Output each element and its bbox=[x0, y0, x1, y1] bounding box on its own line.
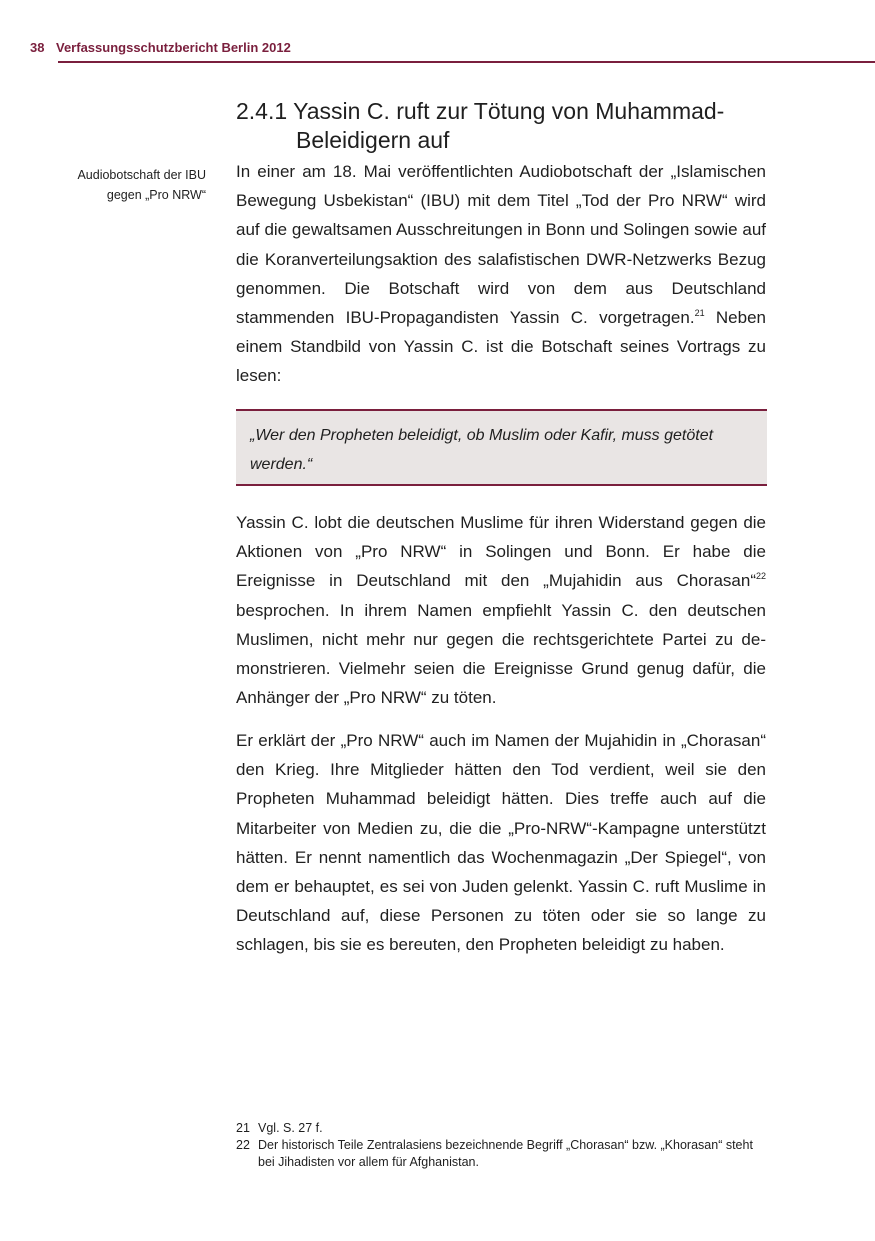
body-paragraph bbox=[236, 157, 766, 391]
footnote bbox=[236, 1120, 756, 1137]
paragraph-text: Neben einem Standbild von Yassin C. ist die Botschaft seines Vortrags zu lesen: bbox=[236, 308, 766, 386]
heading-line: Beleidigern auf bbox=[296, 127, 450, 153]
heading-line: 2.4.1 Yassin C. ruft zur Tötung von Muhammad- bbox=[236, 98, 725, 124]
body-paragraph bbox=[236, 508, 766, 712]
margin-note bbox=[40, 165, 206, 205]
paragraph-text: besprochen. In ihrem Namen empfiehlt Yassin C. den deutschen Muslimen, nicht mehr nur gegen die rechtsgerichtete Partei zu demonstrieren. Vielmehr seien die Ereignisse Grund genug dafür, die Anhänger der „Pro NRW“ zu töten. bbox=[236, 600, 766, 708]
footnotes bbox=[236, 1120, 756, 1171]
footnote-ref[interactable]: 21 bbox=[694, 308, 705, 319]
footnote bbox=[236, 1137, 756, 1171]
margin-note-line: gegen „Pro NRW“ bbox=[106, 188, 206, 202]
footnote-text: Vgl. S. 27 f. bbox=[258, 1121, 323, 1135]
header-rule bbox=[58, 61, 875, 63]
footnote-number: 21 bbox=[236, 1121, 250, 1135]
paragraph-text: In einer am 18. Mai veröffentlichten Audiobotschaft der „Islamischen Bewegung Usbekistan“ (IBU) mit dem Titel „Tod der Pro NRW“ wird auf die gewaltsamen Ausschreitungen in Bonn und Solingen sowie auf die Koranverteilungsaktion des salafistischen DWR-Netzwerks Bezug genommen. Die Botschaft wird von dem aus Deutschland stammenden IBU-Propagandisten Yassin C. vorgetragen. bbox=[236, 162, 766, 328]
paragraph-text: Er erklärt der „Pro NRW“ auch im Namen der Mujahidin in „Chorasan“ den Krieg. Ihre Mitglieder hätten den Tod verdient, weil sie den Propheten Muhammad beleidigt hätten. Dies treffe auch auf die Mitarbeiter von Medien zu, die die „Pro-NRW“-Kampagne unterstützt hätten. Er nennt namentlich das Wochenmagazin „Der Spiegel“, von dem er behauptet, es sei von Juden gelenkt. Yassin C. ruft Muslime in Deutschland auf, diese Personen zu töten oder sie so lange zu schlagen, bis sie es bereuten, den Propheten beleidigt zu haben. bbox=[236, 731, 766, 955]
section-heading bbox=[236, 97, 776, 155]
body-paragraph bbox=[236, 726, 766, 960]
paragraph-text: Yassin C. lobt die deutschen Muslime für ihren Widerstand gegen die Aktionen von „Pro NRW“ in Solingen und Bonn. Er habe die Ereignisse in Deutschland mit den „Mujahidin aus Chorasan“ bbox=[236, 513, 766, 591]
report-title: Verfassungsschutzbericht Berlin 2012 bbox=[56, 40, 291, 55]
footnote-text: Der historisch Teile Zentralasiens bezeichnende Begriff „Chorasan“ bzw. „Khorasan“ steht bei Jihadisten vor allem für Afghanistan. bbox=[258, 1138, 753, 1169]
quote-box bbox=[236, 409, 767, 486]
quote-text: „Wer den Propheten beleidigt, ob Muslim oder Kafir, muss getötet werden.“ bbox=[250, 427, 714, 473]
page-number: 38 bbox=[30, 40, 45, 55]
running-header bbox=[30, 40, 875, 55]
footnote-ref[interactable]: 22 bbox=[755, 571, 766, 582]
margin-note-line: Audiobotschaft der IBU bbox=[77, 168, 206, 182]
footnote-number: 22 bbox=[236, 1138, 250, 1152]
